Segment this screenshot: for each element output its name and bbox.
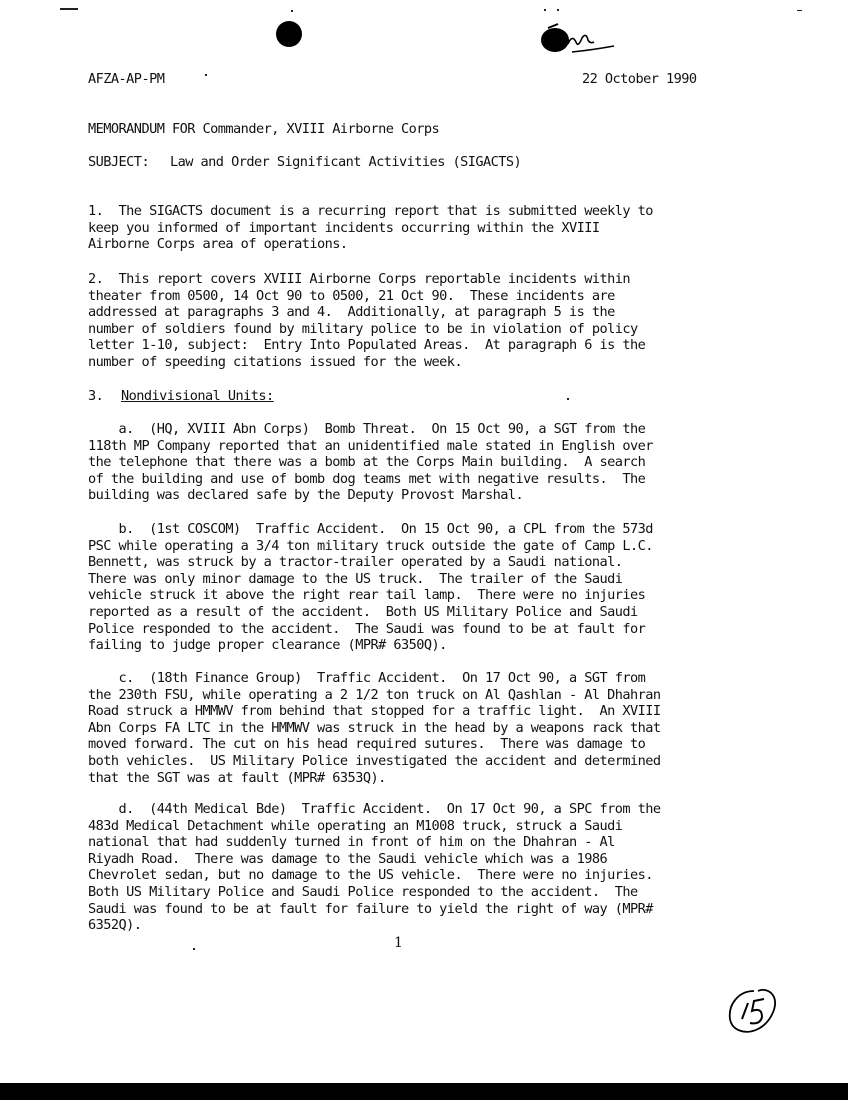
paragraph-3c [88, 670, 728, 786]
paragraph-3-heading: Nondivisional Units: [121, 388, 274, 404]
paragraph-line: Riyadh Road. There was damage to the Saudi vehicle which was a 1986 [88, 850, 608, 867]
page-number: 1 [394, 935, 403, 951]
paragraph-line: c. (18th Finance Group) Traffic Accident. On 17 Oct 90, a SGT from [88, 670, 646, 686]
memo-date: 22 October 1990 [582, 71, 697, 87]
paragraph-line: building was declared safe by the Deputy Provost Marshal. [88, 487, 524, 504]
paragraph-1 [88, 203, 728, 253]
paragraph-line: addressed at paragraphs 3 and 4. Additionally, at paragraph 5 is the [88, 304, 615, 321]
paragraph-line: Bennett, was struck by a tractor-trailer operated by a Saudi national. [88, 554, 623, 571]
paragraph-line: of the building and use of bomb dog teams met with negative results. The [88, 470, 646, 487]
paragraph-line: 2. This report covers XVIII Airborne Corps reportable incidents within [88, 271, 631, 287]
paragraph-line: PSC while operating a 3/4 ton military truck outside the gate of Camp L.C. [88, 537, 653, 554]
paragraph-line: 6352Q). [88, 917, 142, 934]
paragraph-line: d. (44th Medical Bde) Traffic Accident. On 17 Oct 90, a SPC from the [88, 801, 661, 817]
paragraph-line: number of speeding citations issued for the week. [88, 353, 463, 370]
paragraph-line: vehicle struck it above the right rear tail lamp. There were no injuries [88, 587, 646, 604]
paragraph-line: that the SGT was at fault (MPR# 6353Q). [88, 769, 386, 786]
paragraph-line: moved forward. The cut on his head required sutures. There was damage to [88, 736, 646, 753]
paragraph-line: There was only minor damage to the US truck. The trailer of the Saudi [88, 570, 623, 587]
paragraph-2 [88, 271, 728, 371]
paragraph-line: Saudi was found to be at fault for failure to yield the right of way (MPR# [88, 900, 653, 917]
paragraph-line: reported as a result of the accident. Both US Military Police and Saudi [88, 603, 638, 620]
paragraph-3b [88, 521, 728, 654]
paragraph-line: Police responded to the accident. The Saudi was found to be at fault for [88, 620, 646, 637]
subject-text: Law and Order Significant Activities (SIGACTS) [170, 154, 522, 170]
scan-speck [193, 948, 195, 950]
scan-speck [567, 398, 569, 400]
scan-speck [544, 9, 546, 11]
scan-speck [291, 10, 293, 12]
subject-label: SUBJECT: [88, 154, 150, 170]
handwritten-circled-number-icon [724, 985, 782, 1039]
paragraph-line: failing to judge proper clearance (MPR# 6350Q). [88, 637, 447, 654]
hole-punch-mark [276, 21, 302, 47]
paragraph-line: the 230th FSU, while operating a 2 1/2 ton truck on Al Qashlan - Al Dhahran [88, 686, 661, 703]
paragraph-line: Abn Corps FA LTC in the HMMWV was struck in the head by a weapons rack that [88, 719, 661, 736]
paragraph-line: number of soldiers found by military police to be in violation of policy [88, 320, 638, 337]
paragraph-line: b. (1st COSCOM) Traffic Accident. On 15 Oct 90, a CPL from the 573d [88, 521, 653, 537]
handwritten-initials-icon [528, 22, 618, 60]
paragraph-3d [88, 801, 728, 934]
paragraph-line: both vehicles. US Military Police investigated the accident and determined [88, 752, 661, 769]
paragraph-line: Both US Military Police and Saudi Police responded to the accident. The [88, 883, 638, 900]
office-symbol: AFZA-AP-PM [88, 71, 165, 87]
paragraph-line: the telephone that there was a bomb at the Corps Main building. A search [88, 454, 646, 471]
scan-speck [797, 10, 802, 11]
paragraph-line: keep you informed of important incidents occurring within the XVIII [88, 219, 600, 236]
paragraph-line: a. (HQ, XVIII Abn Corps) Bomb Threat. On 15 Oct 90, a SGT from the [88, 421, 646, 437]
paragraph-line: Road struck a HMMWV from behind that stopped for a traffic light. An XVIII [88, 703, 661, 720]
paragraph-line: 118th MP Company reported that an unidentified male stated in English over [88, 437, 653, 454]
paragraph-line: theater from 0500, 14 Oct 90 to 0500, 21 Oct 90. These incidents are [88, 287, 615, 304]
paragraph-3-number: 3. [88, 388, 104, 404]
scan-speck [557, 9, 559, 11]
paragraph-line: Chevrolet sedan, but no damage to the US vehicle. There were no injuries. [88, 867, 653, 884]
paragraph-line: letter 1-10, subject: Entry Into Populated Areas. At paragraph 6 is the [88, 337, 646, 354]
scan-bottom-border [0, 1083, 848, 1100]
scan-speck [205, 74, 207, 76]
paragraph-line: 483d Medical Detachment while operating an M1008 truck, struck a Saudi [88, 817, 623, 834]
paragraph-3a [88, 421, 728, 504]
paragraph-line: Airborne Corps area of operations. [88, 236, 348, 253]
scan-speck [60, 8, 78, 10]
paragraph-line: national that had suddenly turned in front of him on the Dhahran - Al [88, 834, 615, 851]
memorandum-for: MEMORANDUM FOR Commander, XVIII Airborne Corps [88, 121, 440, 137]
paragraph-line: 1. The SIGACTS document is a recurring report that is submitted weekly to [88, 203, 653, 219]
